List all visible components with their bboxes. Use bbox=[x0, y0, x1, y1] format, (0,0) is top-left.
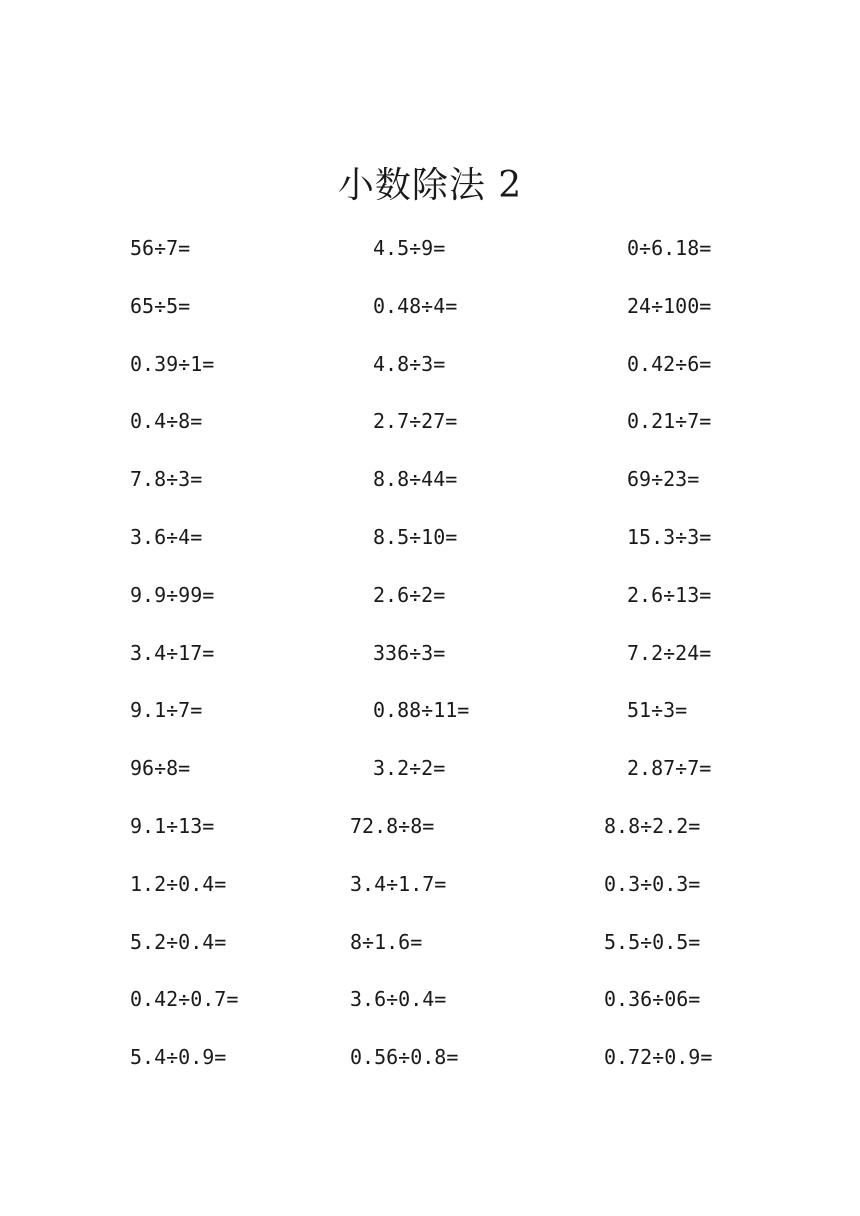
division-problem: 8.8÷44= bbox=[373, 467, 458, 491]
division-problem: 7.2÷24= bbox=[627, 641, 712, 665]
division-problem: 24÷100= bbox=[627, 294, 712, 318]
division-problem: 0.88÷11= bbox=[373, 698, 470, 722]
division-problem: 51÷3= bbox=[627, 698, 688, 722]
division-problem: 9.9÷99= bbox=[130, 583, 215, 607]
division-problem: 0.39÷1= bbox=[130, 352, 215, 376]
division-problem: 0.3÷0.3= bbox=[604, 872, 701, 896]
division-problem: 5.2÷0.4= bbox=[130, 930, 227, 954]
division-problem: 3.4÷1.7= bbox=[350, 872, 447, 896]
division-problem: 0.36÷06= bbox=[604, 987, 701, 1011]
division-problem: 4.8÷3= bbox=[373, 352, 446, 376]
division-problem: 0.72÷0.9= bbox=[604, 1045, 713, 1069]
division-problem: 8÷1.6= bbox=[350, 930, 423, 954]
division-problem: 8.8÷2.2= bbox=[604, 814, 701, 838]
division-problem: 69÷23= bbox=[627, 467, 700, 491]
division-problem: 0.42÷6= bbox=[627, 352, 712, 376]
division-problem: 72.8÷8= bbox=[350, 814, 435, 838]
division-problem: 2.6÷2= bbox=[373, 583, 446, 607]
division-problem: 0.4÷8= bbox=[130, 409, 203, 433]
division-problem: 1.2÷0.4= bbox=[130, 872, 227, 896]
division-problem: 0.56÷0.8= bbox=[350, 1045, 459, 1069]
division-problem: 96÷8= bbox=[130, 756, 191, 780]
division-problem: 5.5÷0.5= bbox=[604, 930, 701, 954]
division-problem: 0.42÷0.7= bbox=[130, 987, 239, 1011]
division-problem: 0.21÷7= bbox=[627, 409, 712, 433]
division-problem: 7.8÷3= bbox=[130, 467, 203, 491]
division-problem: 5.4÷0.9= bbox=[130, 1045, 227, 1069]
division-problem: 9.1÷7= bbox=[130, 698, 203, 722]
division-problem: 3.4÷17= bbox=[130, 641, 215, 665]
division-problem: 0÷6.18= bbox=[627, 236, 712, 260]
division-problem: 3.6÷0.4= bbox=[350, 987, 447, 1011]
division-problem: 0.48÷4= bbox=[373, 294, 458, 318]
division-problem: 65÷5= bbox=[130, 294, 191, 318]
division-problem: 8.5÷10= bbox=[373, 525, 458, 549]
division-problem: 2.6÷13= bbox=[627, 583, 712, 607]
division-problem: 3.6÷4= bbox=[130, 525, 203, 549]
division-problem: 336÷3= bbox=[373, 641, 446, 665]
page-title: 小数除法 2 bbox=[337, 165, 523, 206]
division-problem: 2.7÷27= bbox=[373, 409, 458, 433]
division-problem: 9.1÷13= bbox=[130, 814, 215, 838]
division-problem: 15.3÷3= bbox=[627, 525, 712, 549]
division-problem: 3.2÷2= bbox=[373, 756, 446, 780]
division-problem: 2.87÷7= bbox=[627, 756, 712, 780]
division-problem: 56÷7= bbox=[130, 236, 191, 260]
division-problem: 4.5÷9= bbox=[373, 236, 446, 260]
